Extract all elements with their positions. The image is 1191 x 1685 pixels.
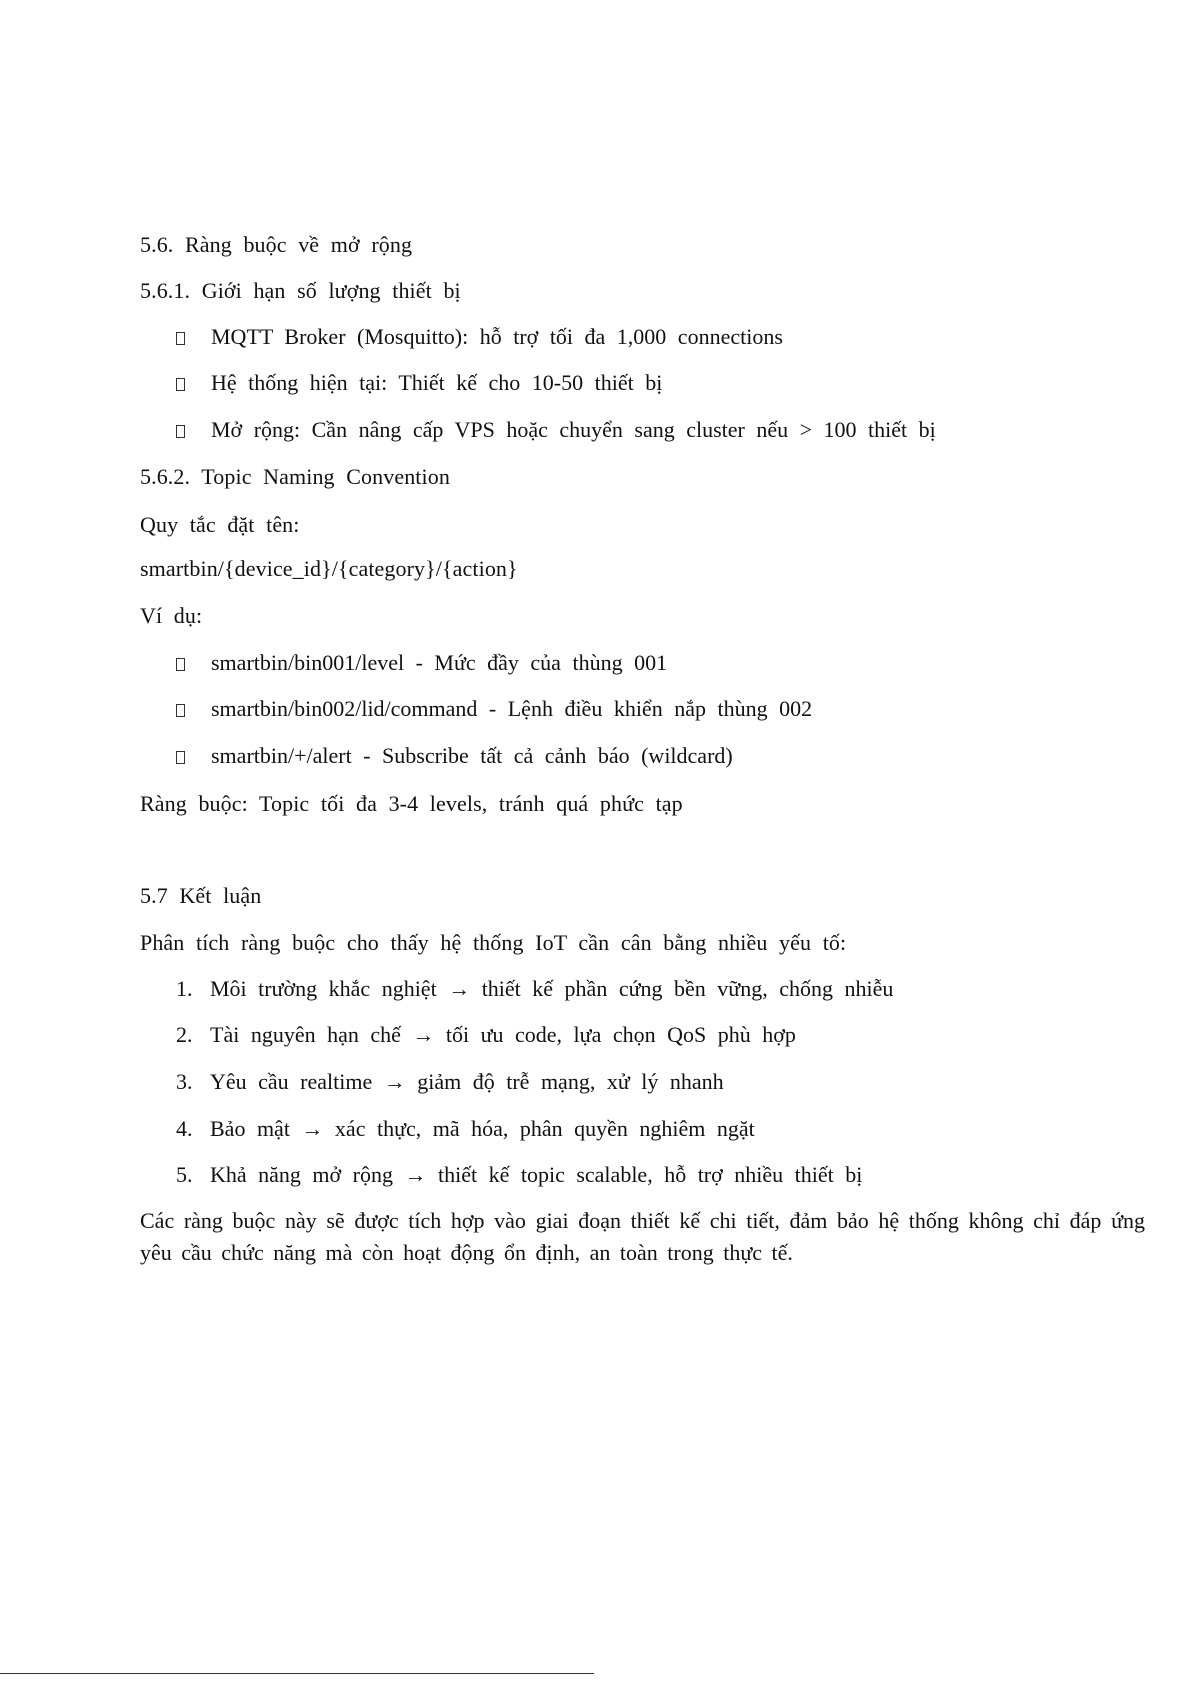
list-item (176, 694, 812, 724)
example-label: Ví dụ: (140, 603, 203, 628)
numbered-item (176, 1114, 755, 1144)
conclusion-intro: Phân tích ràng buộc cho thấy hệ thống IoT cần cân bằng nhiều yếu tố: (140, 930, 847, 955)
item-text: Khả năng mở rộng → thiết kế topic scalable, hỗ trợ nhiều thiết bị (210, 1162, 863, 1187)
missing-glyph-box-icon (176, 658, 185, 671)
missing-glyph-box-icon (176, 378, 185, 391)
list-item-text: smartbin/bin001/level - Mức đầy của thùng 001 (211, 650, 668, 675)
numbered-item (176, 1160, 862, 1190)
list-item (176, 368, 662, 398)
footnote-divider (0, 1673, 594, 1674)
subsection-heading-5-6-2: 5.6.2. Topic Naming Convention (140, 464, 450, 489)
list-item-text: smartbin/+/alert - Subscribe tất cả cảnh báo (wildcard) (211, 743, 733, 768)
list-item-text: smartbin/bin002/lid/command - Lệnh điều khiển nắp thùng 002 (211, 696, 813, 721)
item-text: Bảo mật → xác thực, mã hóa, phân quyền nghiêm ngặt (210, 1116, 755, 1141)
list-item (176, 741, 733, 771)
item-number: 1. (176, 976, 193, 1001)
list-item (176, 322, 783, 352)
item-text: Môi trường khắc nghiệt → thiết kế phần cứng bền vững, chống nhiễu (210, 976, 894, 1001)
list-item (176, 648, 667, 678)
rule-label: Quy tắc đặt tên: (140, 512, 300, 537)
section-heading-5-7: 5.7 Kết luận (140, 883, 262, 908)
closing-paragraph: Các ràng buộc này sẽ được tích hợp vào giai đoạn thiết kế chi tiết, đảm bảo hệ thống không chỉ đáp ứng yêu cầu chức năng mà còn hoạt động ổn định, an toàn trong thực tế. (140, 1208, 1145, 1265)
list-item-text: MQTT Broker (Mosquitto): hỗ trợ tối đa 1,000 connections (211, 324, 783, 349)
numbered-item (176, 1067, 724, 1097)
constraint-note: Ràng buộc: Topic tối đa 3-4 levels, tránh quá phức tạp (140, 791, 683, 816)
missing-glyph-box-icon (176, 332, 185, 345)
missing-glyph-box-icon (176, 425, 185, 438)
list-item-text: Mở rộng: Cần nâng cấp VPS hoặc chuyển sang cluster nếu > 100 thiết bị (211, 417, 936, 442)
item-number: 5. (176, 1162, 193, 1187)
missing-glyph-box-icon (176, 704, 185, 717)
item-number: 2. (176, 1022, 193, 1047)
topic-pattern: smartbin/{device_id}/{category}/{action} (140, 556, 518, 581)
numbered-item (176, 974, 893, 1004)
item-text: Tài nguyên hạn chế → tối ưu code, lựa chọn QoS phù hợp (210, 1022, 796, 1047)
item-text: Yêu cầu realtime → giảm độ trễ mạng, xử lý nhanh (210, 1069, 724, 1094)
item-number: 3. (176, 1069, 193, 1094)
missing-glyph-box-icon (176, 751, 185, 764)
list-item (176, 415, 936, 445)
list-item-text: Hệ thống hiện tại: Thiết kế cho 10-50 thiết bị (211, 370, 663, 395)
numbered-item (176, 1020, 796, 1050)
section-heading-5-6: 5.6. Ràng buộc về mở rộng (140, 232, 413, 257)
subsection-heading-5-6-1: 5.6.1. Giới hạn số lượng thiết bị (140, 278, 461, 303)
item-number: 4. (176, 1116, 193, 1141)
